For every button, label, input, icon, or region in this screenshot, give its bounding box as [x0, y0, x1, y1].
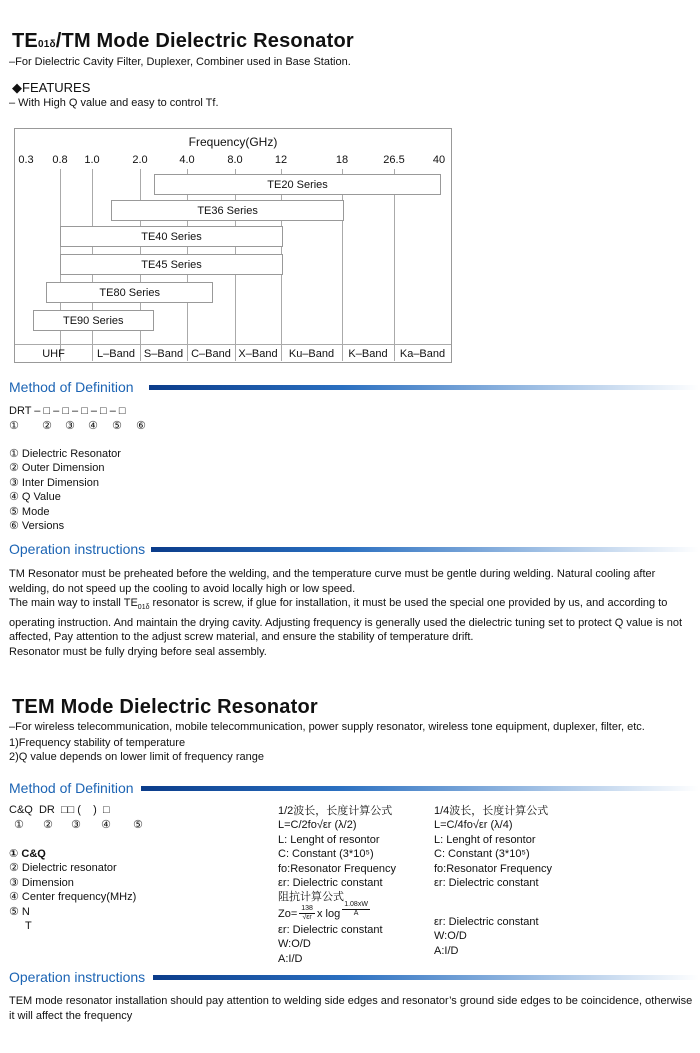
- series-bar: TE45 Series: [60, 254, 283, 275]
- formula-line: L=C/4fo√εr (λ/4): [434, 819, 513, 832]
- formula-line: fo:Resonator Frequency: [278, 862, 397, 875]
- paragraph: [9, 596, 693, 645]
- code-index-mark: ②: [42, 420, 52, 432]
- fraction-numerator: 1.08xW: [344, 901, 368, 909]
- drt-code-index: [9, 419, 209, 433]
- x-tick-label: 8.0: [227, 154, 243, 166]
- section-operation-instructions-2: [9, 968, 699, 986]
- x-tick-label: 12: [274, 154, 288, 166]
- formula-line: W:O/D: [278, 938, 311, 951]
- formula-line: εr: Dielectric constant: [278, 923, 383, 936]
- drt-code: DRT – □ – □ – □ – □ – □: [9, 405, 126, 417]
- section-operation-instructions-1: [9, 540, 699, 558]
- impedance-formula: [278, 901, 396, 923]
- list-item: ⑤ N: [9, 905, 30, 918]
- fraction-numerator: 138: [301, 905, 313, 913]
- cq-code: C&Q DR □□ ( ) □: [9, 804, 110, 816]
- te-subtitle: –For Dielectric Cavity Filter, Duplexer, Combiner used in Base Station.: [9, 56, 351, 68]
- x-tick-label: 4.0: [179, 154, 195, 166]
- drt-definition-list: [9, 447, 121, 533]
- quarter-wavelength-tail: [434, 915, 539, 958]
- list-item: ② Outer Dimension: [9, 462, 105, 475]
- title-te-suffix: /TM Mode Dielectric Resonator: [55, 30, 354, 52]
- section-title: Operation instructions: [9, 541, 146, 557]
- section-method-definition-1: [9, 378, 699, 396]
- formula-line: εr: Dielectric constant: [278, 877, 383, 890]
- operation-text-1: [9, 567, 693, 659]
- page-title-tem: TEM Mode Dielectric Resonator: [12, 696, 318, 718]
- code-index-mark: ⑥: [136, 420, 146, 432]
- tem-feature-2: 2)Q value depends on lower limit of frequency range: [9, 751, 264, 763]
- list-item: ④ Q Value: [9, 491, 61, 504]
- operation-text-2: TEM mode resonator installation should pay attention to welding side edges and resonator’s ground side edges to be coincidence, otherwise it will affect the frequency: [9, 995, 693, 1022]
- x-tick-label: 26.5: [383, 154, 405, 166]
- section-bar: [141, 786, 699, 791]
- formula-line: C: Constant (3*10⁵): [278, 848, 374, 861]
- formula-part: Zo=: [278, 907, 298, 920]
- code-index-mark: ⑤: [133, 819, 143, 831]
- band-label: Ku–Band: [288, 347, 335, 360]
- band-label: C–Band: [191, 347, 231, 360]
- list-item: ① Dielectric Resonator: [9, 448, 121, 460]
- formula-line: W:O/D: [434, 930, 467, 943]
- list-item: ④ Center frequency(MHz): [9, 891, 137, 904]
- formula-line: fo:Resonator Frequency: [434, 862, 553, 875]
- quarter-wavelength-formulas: [434, 804, 552, 890]
- title-te-subscript: 01δ: [37, 39, 56, 50]
- code-index-mark: ④: [101, 819, 111, 831]
- half-wavelength-formulas: [278, 804, 396, 966]
- page-title-te: [12, 30, 354, 53]
- formula-line: L: Lenght of resontor: [434, 833, 536, 846]
- tem-subtitle: –For wireless telecommunication, mobile telecommunication, power supply resonator, wireless tone equipment, duplexer, filter, etc.: [9, 721, 645, 733]
- section-bar: [153, 975, 699, 980]
- section-title: Method of Definition: [9, 379, 134, 395]
- series-bar: TE80 Series: [46, 282, 213, 303]
- section-bar: [151, 547, 699, 552]
- formula-heading: 1/2波长，长度计算公式: [278, 805, 393, 817]
- list-item: ① C&Q: [9, 848, 46, 860]
- code-index-mark: ①: [9, 420, 19, 432]
- x-tick-label: 0.8: [52, 154, 68, 166]
- code-index-mark: ②: [43, 819, 53, 831]
- formula-line: L=C/2fo√εr (λ/2): [278, 819, 357, 832]
- section-method-definition-2: [9, 779, 699, 797]
- formula-line: εr: Dielectric constant: [434, 916, 539, 928]
- fraction-denominator: √εr: [302, 914, 312, 922]
- paragraph-part: The main way to install TE: [9, 597, 138, 609]
- paragraph-subscript: 01δ: [137, 604, 150, 612]
- code-index-mark: ③: [65, 420, 75, 432]
- section-title: Method of Definition: [9, 780, 134, 796]
- series-bar: TE20 Series: [154, 174, 441, 195]
- band-label: Ka–Band: [399, 347, 446, 360]
- band-label: S–Band: [143, 347, 184, 360]
- formula-line: A:I/D: [434, 944, 459, 957]
- section-title: Operation instructions: [9, 969, 146, 985]
- series-bar: TE36 Series: [111, 200, 344, 221]
- list-item: ② Dielectric resonator: [9, 862, 117, 875]
- band-label: X–Band: [238, 347, 278, 360]
- paragraph: TM Resonator must be preheated before the welding, and the temperature curve must be gentle during welding. Natural cooling after welding, do not speed up the cooling to avoid locally high or low speed.: [9, 568, 656, 595]
- code-index-mark: ③: [71, 819, 81, 831]
- frequency-chart: [14, 128, 452, 363]
- list-item: ⑤ Mode: [9, 505, 50, 518]
- x-tick-label: 18: [335, 154, 349, 166]
- list-item: T: [25, 920, 32, 933]
- cq-definition-list: [9, 847, 136, 933]
- title-te-prefix: TE: [12, 30, 38, 52]
- series-bar: TE90 Series: [33, 310, 154, 331]
- fraction: [342, 901, 370, 918]
- tem-feature-1: 1)Frequency stability of temperature: [9, 737, 186, 749]
- fraction-denominator: A: [353, 910, 359, 918]
- band-label: L–Band: [97, 347, 135, 360]
- x-tick-label: 0.3: [18, 154, 34, 166]
- x-tick-label: 40: [432, 154, 446, 166]
- code-index-mark: ④: [88, 420, 98, 432]
- features-item: – With High Q value and easy to control Tf.: [9, 97, 219, 109]
- x-tick-label: 2.0: [132, 154, 148, 166]
- cq-code-index: [9, 818, 169, 832]
- band-label: K–Band: [348, 347, 388, 360]
- paragraph-part: resonator is screw, if glue for installation, it must be used the special one provided by us, and according to operating instruction. And maintain the drying cavity. Adjusting frequency is generally used the dielectric tuning set to protect Q value is not affected, Pay attention to the adjust screw material, and ensure the stability of temperature drift.: [9, 597, 683, 644]
- formula-line: L: Lenght of resontor: [278, 833, 380, 846]
- formula-line: εr: Dielectric constant: [434, 877, 539, 890]
- formula-part: x log: [316, 907, 341, 920]
- code-index-mark: ①: [14, 819, 24, 831]
- grid-line: [342, 169, 343, 361]
- formula-line: A:I/D: [278, 952, 303, 965]
- section-bar: [149, 385, 699, 390]
- series-bar: TE40 Series: [60, 226, 283, 247]
- code-index-mark: ⑤: [112, 420, 122, 432]
- formula-heading: 1/4波长，长度计算公式: [434, 805, 549, 817]
- formula-heading: 阻抗计算公式: [278, 891, 344, 904]
- grid-line: [394, 169, 395, 361]
- fraction: [299, 905, 315, 922]
- chart-title: Frequency(GHz): [188, 135, 278, 149]
- paragraph: Resonator must be fully drying before seal assembly.: [9, 645, 267, 658]
- features-heading: ◆FEATURES: [12, 80, 91, 95]
- x-tick-label: 1.0: [84, 154, 100, 166]
- list-item: ③ Dimension: [9, 876, 74, 889]
- band-label: UHF: [42, 347, 65, 360]
- formula-line: C: Constant (3*10⁵): [434, 848, 530, 861]
- list-item: ③ Inter Dimension: [9, 476, 99, 489]
- list-item: ⑥ Versions: [9, 520, 65, 533]
